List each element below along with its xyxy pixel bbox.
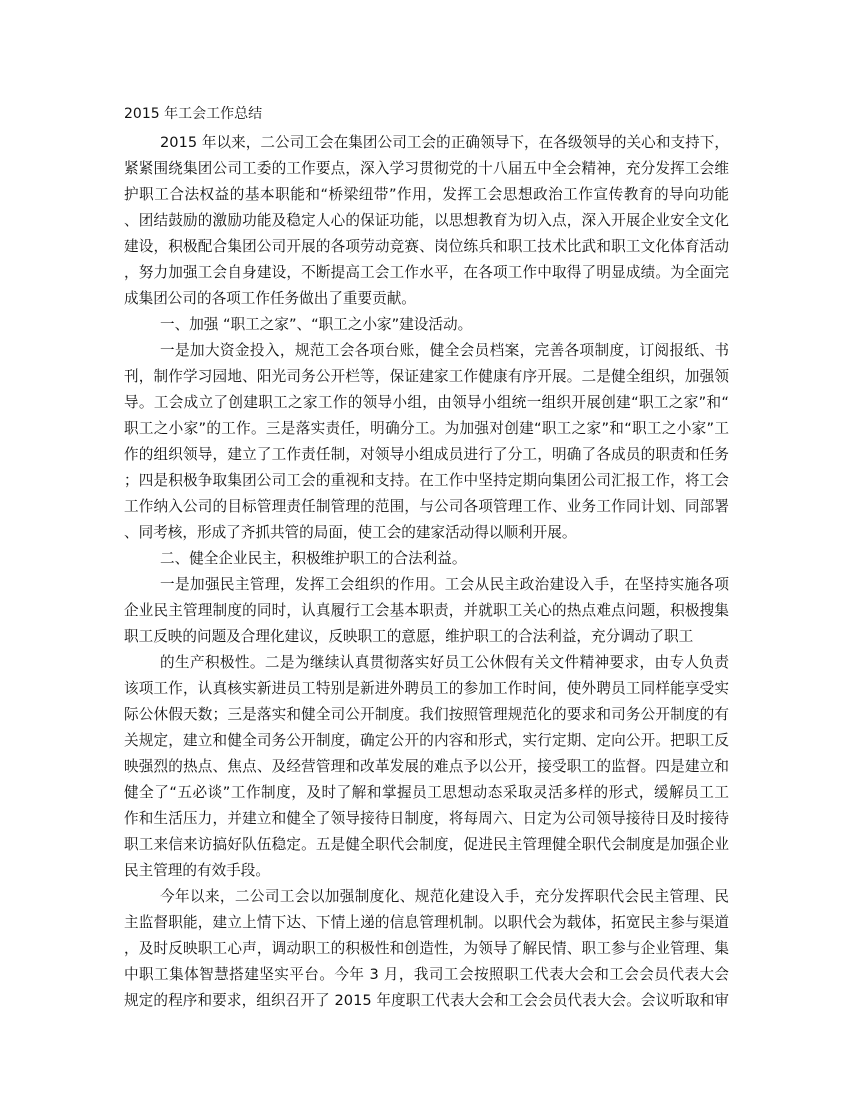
text-line: 工作纳入公司的目标管理责任制管理的范围，与公司各项管理工作、业务工作同计划、同部署	[124, 498, 729, 515]
text-line: 紧紧围绕集团公司工委的工作要点，深入学习贯彻党的十八届五中全会精神，充分发挥工会维	[124, 160, 729, 177]
text-line: 健全了“五必谈”工作制度，及时了解和掌握员工思想动态采取灵活多样的形式，缓解员工工	[124, 784, 729, 801]
text-line: 映强烈的热点、焦点、及经营管理和改革发展的难点予以公开，接受职工的监督。四是建立和	[124, 758, 729, 775]
text-line: 建设，积极配合集团公司开展的各项劳动竞赛、岗位练兵和职工技术比武和职工文化体育活动	[124, 238, 729, 255]
text-line: 刊，制作学习园地、阳光司务公开栏等，保证建家工作健康有序开展。二是健全组织，加强领	[124, 368, 729, 385]
text-line: 职工之小家”的工作。三是落实责任，明确分工。为加强对创建“职工之家”和“职工之小家”工	[124, 420, 729, 437]
text-line: 2015 年以来，二公司工会在集团公司工会的正确领导下，在各级领导的关心和支持下，	[160, 134, 729, 151]
text-line: 护职工合法权益的基本职能和“桥梁纽带”作用，发挥工会思想政治工作宣传教育的导向功能	[124, 186, 729, 203]
section-heading: 一、加强 “职工之家”、“职工之小家”建设活动。	[160, 316, 473, 333]
text-line: 中职工集体智慧搭建坚实平台。今年 3 月，我司工会按照职工代表大会和工会会员代表大会	[124, 966, 729, 983]
text-line: ；四是积极争取集团公司工会的重视和支持。在工作中坚持定期向集团公司汇报工作，将工会	[124, 472, 729, 489]
text-line: 际公休假天数；三是落实和健全司公开制度。我们按照管理规范化的要求和司务公开制度的有	[124, 706, 729, 723]
text-line: 规定的程序和要求，组织召开了 2015 年度职工代表大会和工会会员代表大会。会议听取和审	[124, 992, 729, 1009]
text-line: 作和生活压力，并建立和健全了领导接待日制度，将每周六、日定为公司领导接待日及时接待	[124, 810, 729, 827]
text-line: 作的组织领导，建立了工作责任制，对领导小组成员进行了分工，明确了各成员的职责和任务	[124, 446, 729, 463]
text-line: ，努力加强工会自身建设，不断提高工会工作水平，在各项工作中取得了明显成绩。为全面完	[124, 264, 729, 281]
text-line: 成集团公司的各项工作任务做出了重要贡献。	[124, 290, 416, 307]
text-line: 导。工会成立了创建职工之家工作的领导小组，由领导小组统一组织开展创建“职工之家”和“	[124, 394, 729, 411]
text-line: 一是加大资金投入，规范工会各项台账，健全会员档案，完善各项制度，订阅报纸、书	[160, 342, 729, 359]
text-line: 职工反映的问题及合理化建议，反映职工的意愿，维护职工的合法利益，充分调动了职工	[124, 628, 694, 645]
text-line: 民主管理的有效手段。	[124, 862, 270, 879]
text-line: ，及时反映职工心声，调动职工的积极性和创造性，为领导了解民情、职工参与企业管理、集	[124, 940, 729, 957]
text-line: 该项工作，认真核实新进员工特别是新进外聘员工的参加工作时间，使外聘员工同样能享受实	[124, 680, 729, 697]
text-line: 主监督职能，建立上情下达、下情上递的信息管理机制。以职代会为载体，拓宽民主参与渠道	[124, 914, 729, 931]
document-title: 2015 年工会工作总结	[124, 106, 263, 122]
text-line: 今年以来，二公司工会以加强制度化、规范化建设入手，充分发挥职代会民主管理、民	[160, 888, 729, 905]
text-line: 、团结鼓励的激励功能及稳定人心的保证功能，以思想教育为切入点，深入开展企业安全文化	[124, 212, 729, 229]
text-line: 的生产积极性。二是为继续认真贯彻落实好员工公休假有关文件精神要求，由专人负责	[160, 654, 729, 671]
text-line: 一是加强民主管理，发挥工会组织的作用。工会从民主政治建设入手，在坚持实施各项	[160, 576, 729, 593]
text-line: 职工来信来访搞好队伍稳定。五是健全职代会制度，促进民主管理健全职代会制度是加强企业	[124, 836, 729, 853]
text-line: 企业民主管理制度的同时，认真履行工会基本职责，并就职工关心的热点难点问题，积极搜集	[124, 602, 729, 619]
section-heading: 二、健全企业民主，积极维护职工的合法利益。	[160, 550, 467, 567]
text-line: 关规定，建立和健全司务公开制度，确定公开的内容和形式，实行定期、定向公开。把职工反	[124, 732, 729, 749]
text-line: 、同考核，形成了齐抓共管的局面，使工会的建家活动得以顺利开展。	[124, 524, 577, 541]
